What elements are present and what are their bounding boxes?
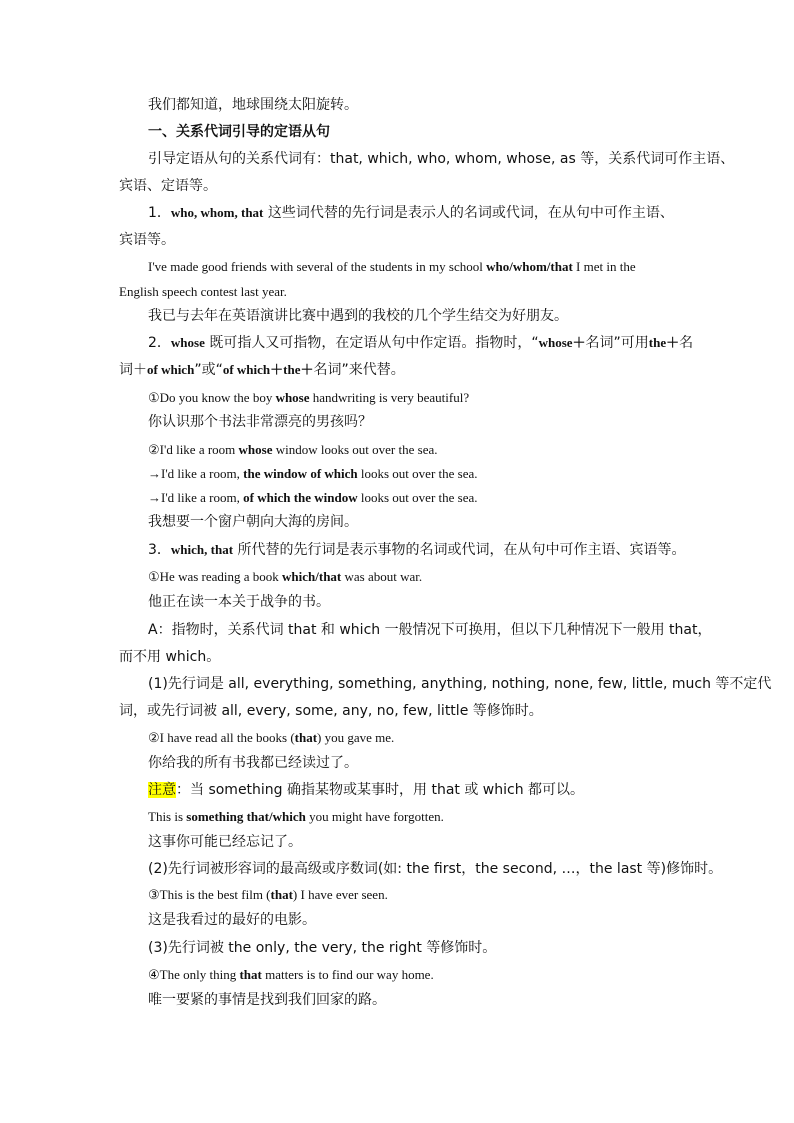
paragraph-line xyxy=(119,177,217,195)
text: 引导定语从句的关系代词有：that, which, who, whom, whose, as 等，关系代词可作主语、 xyxy=(148,151,735,167)
text: 这些词代替的先行词是表示人的名词或代词，在从句中可作主语、 xyxy=(263,205,674,221)
text: 所代替的先行词是表示事物的名词或代词，在从句中可作主语、宾语等。 xyxy=(233,542,686,558)
text: 我想要一个窗户朝向大海的房间。 xyxy=(148,514,358,530)
translation xyxy=(148,513,358,531)
translation xyxy=(148,833,302,851)
text: (1)先行词是 all, everything, something, anything, nothing, none, few, little, much 等不定代 xyxy=(148,676,772,692)
keyword: who, whom, that xyxy=(170,205,264,220)
paragraph-line xyxy=(148,675,771,693)
text: ①Do you know the boy xyxy=(148,390,276,405)
text: looks out over the sea. xyxy=(357,490,478,505)
text: ②I have read all the books ( xyxy=(148,730,295,745)
keyword: of which＋the＋ xyxy=(222,362,314,377)
keyword: that xyxy=(239,967,262,982)
sentence-earth xyxy=(148,96,358,114)
text: 宾语等。 xyxy=(119,232,175,248)
text: (3)先行词被 the only, the very, the right 等修饰时。 xyxy=(148,940,497,956)
translation xyxy=(148,593,330,611)
text: was about war. xyxy=(341,569,423,584)
text: 这是我看过的最好的电影。 xyxy=(148,912,316,928)
text: ②I'd like a room xyxy=(148,442,239,457)
text: 你认识那个书法非常漂亮的男孩吗？ xyxy=(148,414,372,430)
keyword: who/whom/that xyxy=(486,259,573,274)
text: ④The only thing xyxy=(148,967,240,982)
text: you might have forgotten. xyxy=(305,809,444,824)
text: 1． xyxy=(148,205,171,221)
text: English speech contest last year. xyxy=(119,284,287,299)
example-sentence xyxy=(148,489,478,507)
keyword: which, that xyxy=(170,542,234,557)
keyword: of which xyxy=(147,362,195,377)
text: 这事你可能已经忘记了。 xyxy=(148,834,302,850)
example-sentence xyxy=(148,258,636,276)
keyword: that xyxy=(294,730,318,745)
text: ③This is the best film ( xyxy=(148,887,271,902)
text: 词，或先行词被 all, every, some, any, no, few, little 等修饰时。 xyxy=(119,703,543,719)
example-sentence xyxy=(148,729,394,747)
keyword: something that/which xyxy=(186,809,306,824)
example-sentence xyxy=(148,441,438,459)
example-sentence xyxy=(148,808,444,826)
text: 名词”可用 xyxy=(585,335,649,351)
example-sentence xyxy=(119,283,287,301)
text: ：当 something 确指某物或某事时，用 that 或 which 都可以。 xyxy=(176,782,585,798)
text: 名词”来代替。 xyxy=(313,362,405,378)
text: ”或“ xyxy=(194,362,223,378)
keyword: the window of which xyxy=(243,466,358,481)
text: 词＋ xyxy=(119,362,147,378)
example-sentence xyxy=(148,966,434,984)
text: →I'd like a room, xyxy=(148,490,244,505)
paragraph-line xyxy=(148,150,734,168)
rule-3 xyxy=(148,541,686,559)
text: →I'd like a room, xyxy=(148,466,244,481)
keyword: whose＋ xyxy=(538,335,586,350)
text: 名 xyxy=(679,335,694,351)
heading-text: 一、关系代词引导的定语从句 xyxy=(148,124,330,140)
paragraph-line xyxy=(148,939,496,957)
text: ) you gave me. xyxy=(317,730,395,745)
paragraph-line xyxy=(119,361,405,379)
translation xyxy=(148,754,358,772)
example-sentence xyxy=(148,568,422,586)
keyword: of which the window xyxy=(243,490,358,505)
translation xyxy=(148,911,316,929)
keyword: that xyxy=(270,887,293,902)
example-sentence xyxy=(148,465,478,483)
text: looks out over the sea. xyxy=(357,466,478,481)
text: I've made good friends with several of the students in my school xyxy=(148,259,487,274)
text: I met in the xyxy=(572,259,636,274)
text: 宾语、定语等。 xyxy=(119,178,217,194)
text: 2． xyxy=(148,335,171,351)
text: A：指物时，关系代词 that 和 which 一般情况下可换用，但以下几种情况下一般用 that， xyxy=(148,622,712,638)
note-highlight: 注意 xyxy=(148,782,176,798)
translation xyxy=(148,413,372,431)
section-heading xyxy=(148,123,330,141)
text: 我们都知道，地球围绕太阳旋转。 xyxy=(148,97,358,113)
keyword: the＋ xyxy=(648,335,680,350)
translation xyxy=(148,991,386,1009)
translation xyxy=(148,307,568,325)
keyword: which/that xyxy=(282,569,342,584)
text: matters is to find our way home. xyxy=(261,967,434,982)
text: 唯一要紧的事情是找到我们回家的路。 xyxy=(148,992,386,1008)
paragraph-line xyxy=(148,860,722,878)
rule-2 xyxy=(148,334,693,352)
paragraph-line xyxy=(148,621,711,639)
keyword: whose xyxy=(238,442,273,457)
paragraph-line xyxy=(119,702,543,720)
text: 既可指人又可指物，在定语从句中作定语。指物时，“ xyxy=(204,335,539,351)
paragraph-line xyxy=(119,648,220,666)
text: handwriting is very beautiful? xyxy=(309,390,470,405)
text: 3． xyxy=(148,542,171,558)
rule-1 xyxy=(148,204,674,222)
text: ①He was reading a book xyxy=(148,569,283,584)
text: window looks out over the sea. xyxy=(272,442,438,457)
text: ) I have ever seen. xyxy=(292,887,388,902)
text: 他正在读一本关于战争的书。 xyxy=(148,594,330,610)
text: (2)先行词被形容词的最高级或序数词(如: the first，the second, …，the last 等)修饰时。 xyxy=(148,861,723,877)
keyword: whose xyxy=(170,335,205,350)
example-sentence xyxy=(148,389,469,407)
text: 而不用 which。 xyxy=(119,649,221,665)
keyword: whose xyxy=(275,390,310,405)
text: 我已与去年在英语演讲比赛中遇到的我校的几个学生结交为好朋友。 xyxy=(148,308,568,324)
text: 你给我的所有书我都已经读过了。 xyxy=(148,755,358,771)
text: This is xyxy=(148,809,187,824)
note-line xyxy=(148,781,584,799)
example-sentence xyxy=(148,886,388,904)
paragraph-line xyxy=(119,231,175,249)
